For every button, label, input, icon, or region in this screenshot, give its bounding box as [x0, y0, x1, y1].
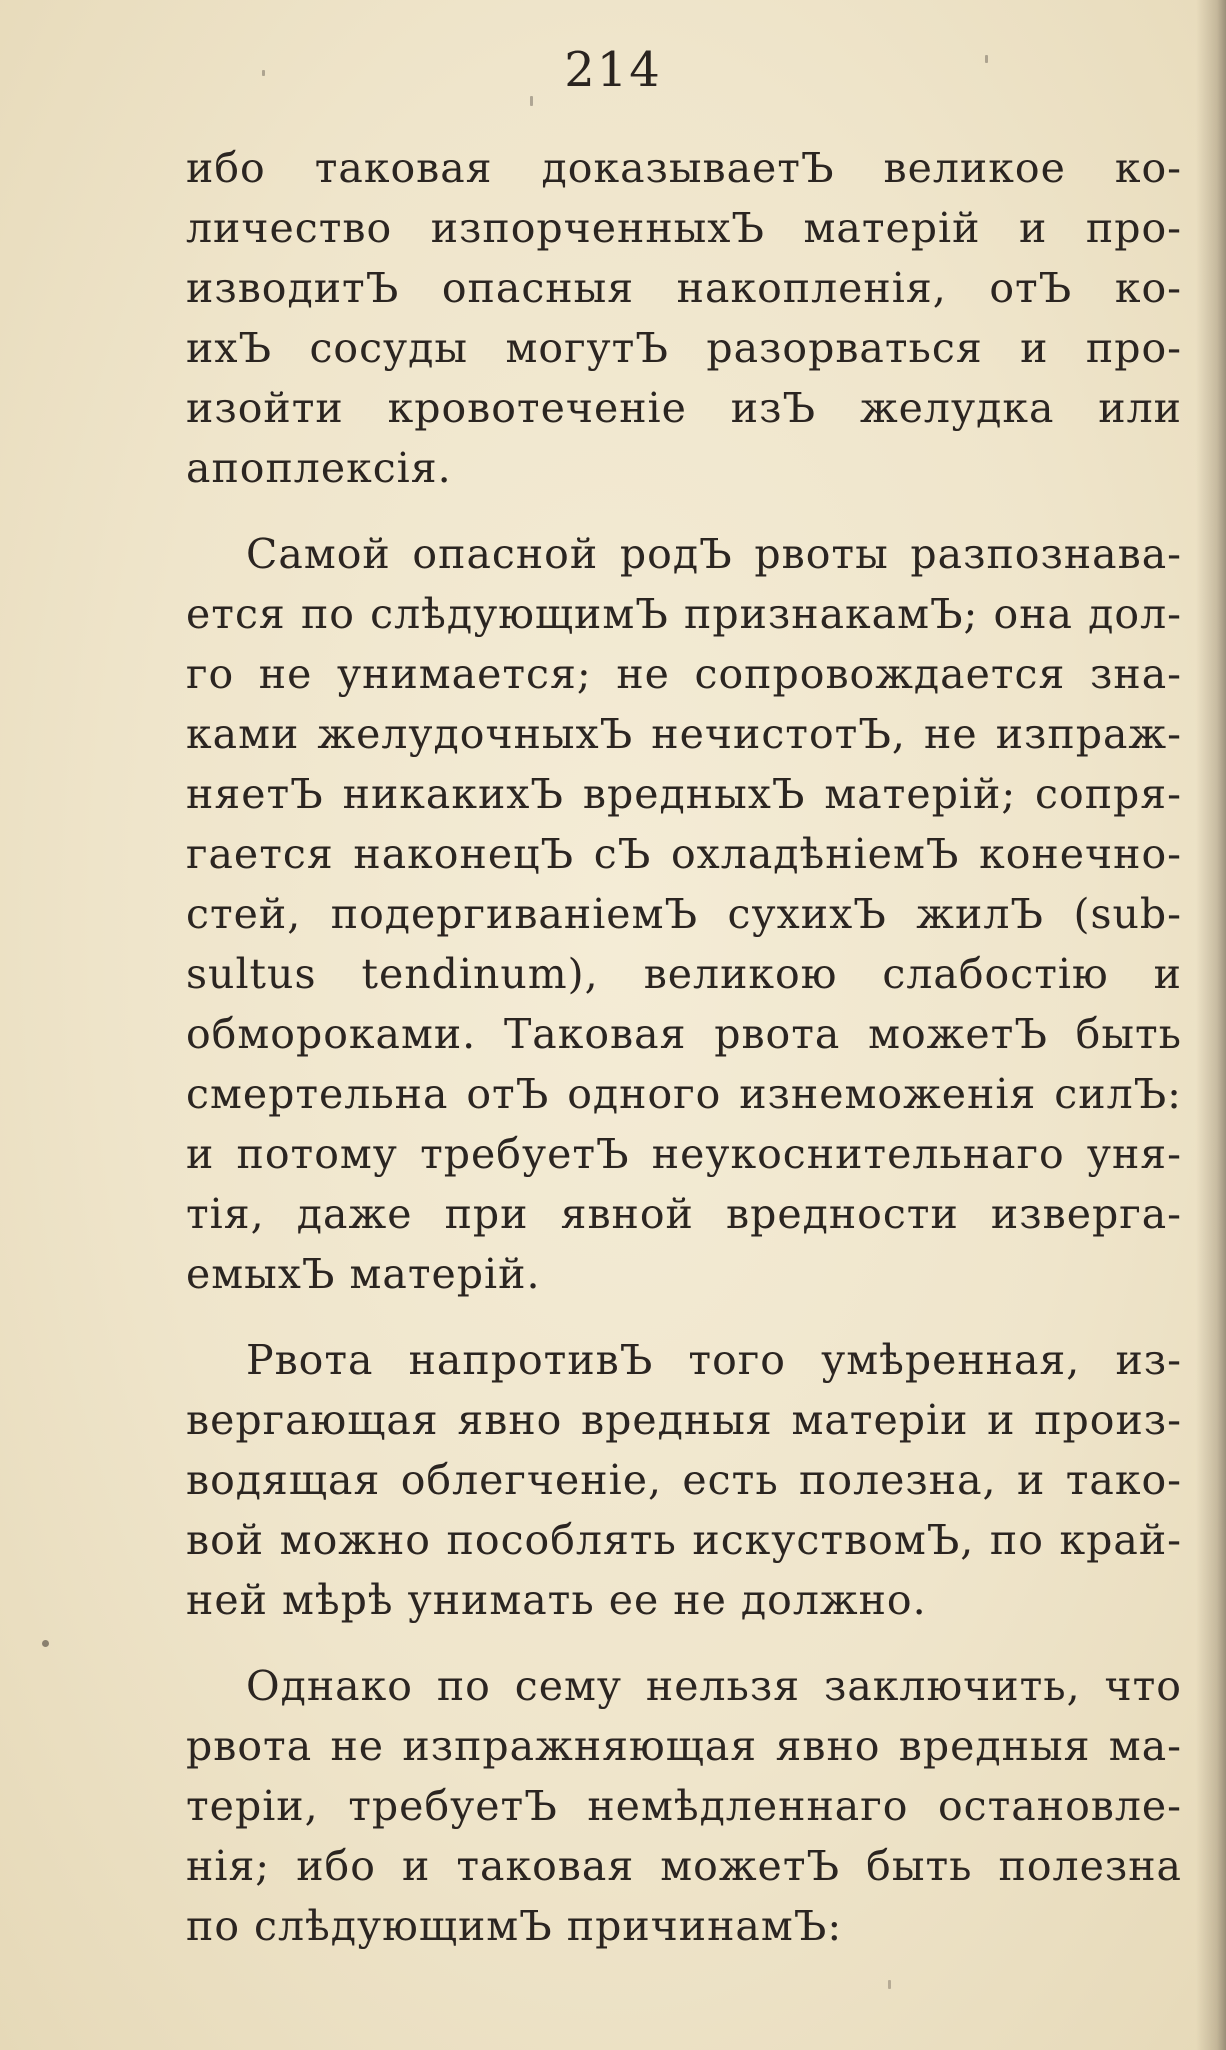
text-line: вергающая явно вредныя матеріи и произ-	[186, 1396, 1182, 1444]
paper-speck	[985, 55, 988, 63]
text-line: и потому требуетЪ неукоснительнаго уня-	[186, 1130, 1182, 1178]
text-line: по слѣдующимЪ причинамЪ:	[186, 1902, 843, 1950]
text-line: емыхЪ матерій.	[186, 1250, 541, 1298]
paper-speck	[42, 1640, 49, 1647]
text-line: водящая облегченіе, есть полезна, и тако-	[186, 1456, 1182, 1504]
text-line: Однако по сему нельзя заключить, что	[246, 1662, 1182, 1710]
page-number: 214	[564, 42, 662, 98]
text-line: няетЪ никакихЪ вредныхЪ матерій; сопря-	[186, 770, 1182, 818]
page-edge-shadow	[1196, 0, 1226, 2050]
text-line: обмороками. Таковая рвота можетЪ быть	[186, 1010, 1182, 1058]
text-line: тія, даже при явной вредности изверга-	[186, 1190, 1182, 1238]
text-line: смертельна отЪ одного изнеможенія силЪ:	[186, 1070, 1182, 1118]
text-line: ихЪ сосуды могутЪ разорваться и про-	[186, 324, 1182, 372]
text-line: Рвота напротивЪ того умѣренная, из-	[246, 1336, 1182, 1384]
text-line: личество изпорченныхЪ матерій и про-	[186, 204, 1182, 252]
text-line: sultus tendinum), великою слабостію и	[186, 950, 1182, 998]
text-line: ками желудочныхЪ нечистотЪ, не изпраж-	[186, 710, 1182, 758]
text-line: ибо таковая доказываетЪ великое ко-	[186, 144, 1182, 192]
text-line: гается наконецЪ сЪ охладѣніемЪ конечно-	[186, 830, 1182, 878]
text-line: изойти кровотеченіе изЪ желудка или	[186, 384, 1182, 432]
text-line: теріи, требуетЪ немѣдленнаго остановле-	[186, 1782, 1182, 1830]
text-line: апоплексія.	[186, 444, 452, 492]
paper-speck	[888, 1980, 891, 1989]
text-line: стей, подергиваніемЪ сухихЪ жилЪ (sub-	[186, 890, 1182, 938]
paper-speck	[530, 96, 533, 106]
text-line: изводитЪ опасныя накопленія, отЪ ко-	[186, 264, 1182, 312]
text-line: рвота не изпражняющая явно вредныя ма-	[186, 1722, 1182, 1770]
paper-speck	[262, 70, 265, 76]
text-line: вой можно пособлять искуствомЪ, по край-	[186, 1516, 1182, 1564]
text-line: го не унимается; не сопровождается зна-	[186, 650, 1182, 698]
text-line: ется по слѣдующимЪ признакамЪ; она дол-	[186, 590, 1182, 638]
text-line: нія; ибо и таковая можетЪ быть полезна	[186, 1842, 1182, 1890]
text-line: ней мѣрѣ унимать ее не должно.	[186, 1576, 927, 1624]
text-line: Самой опасной родЪ рвоты разпознава-	[246, 530, 1182, 578]
